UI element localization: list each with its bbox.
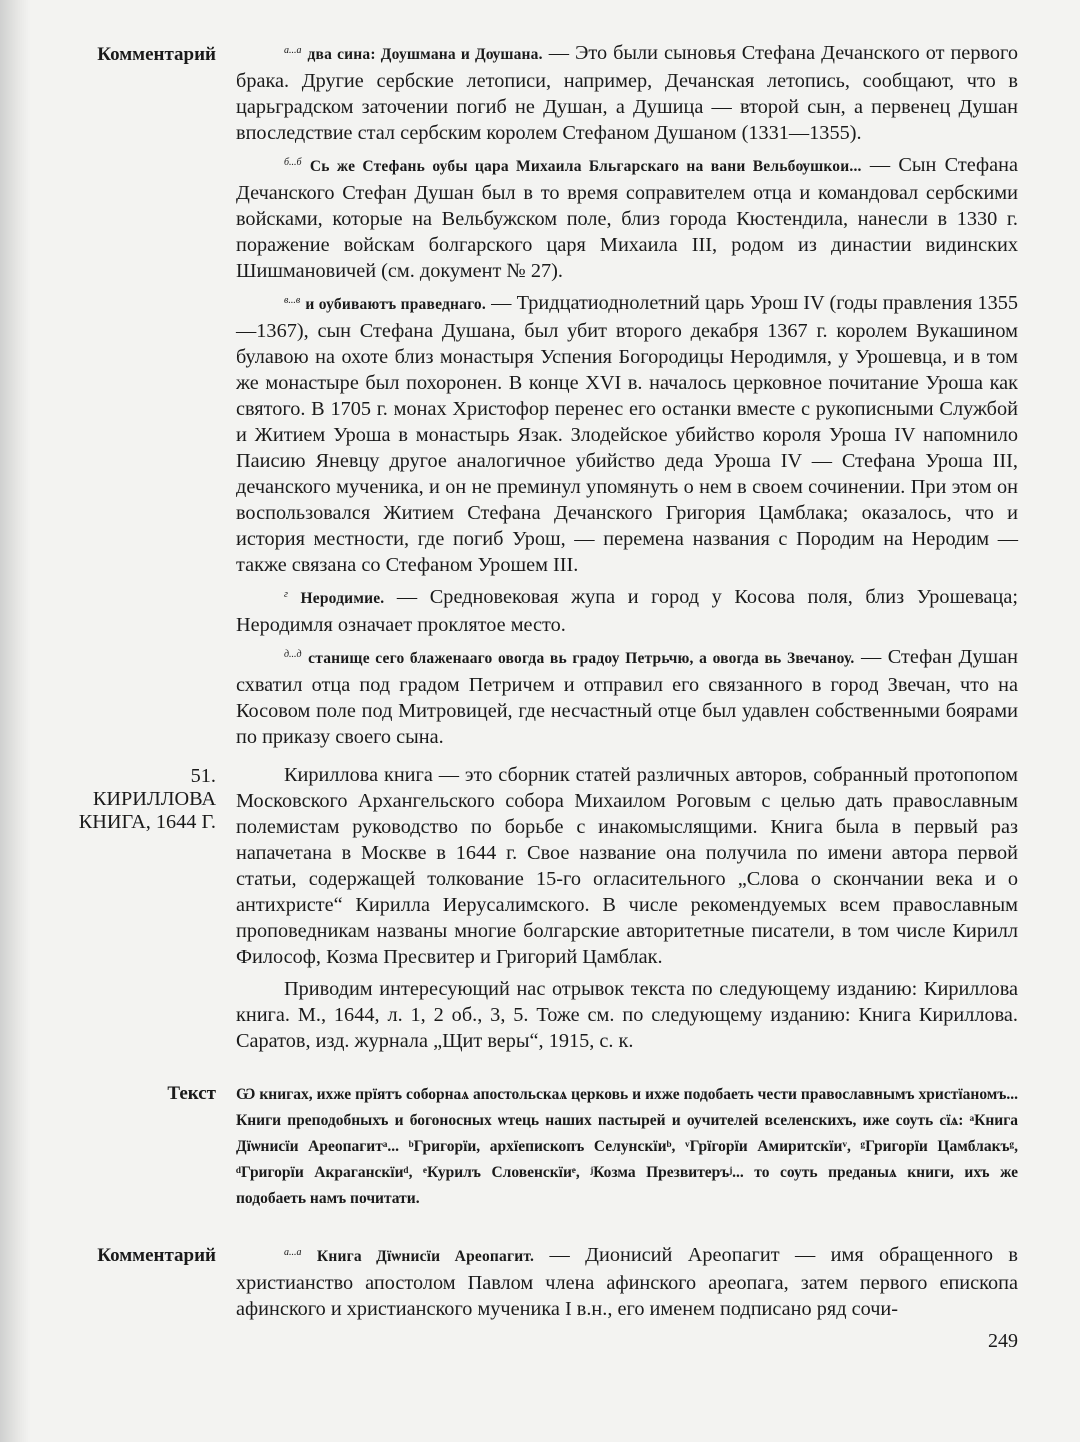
section-heading: [30, 765, 216, 834]
comment-v: $^{в...в}$ и оубиваютъ праведнаго. — Тридцатиоднолетний царь Урош IV (годы правления 1355—1367), сын Стефана Душана, был убит второго декабря 1367 г. королем Вукашином булавою на охоте близ монастыря Успения Богородицы Неродимля, у Урошевца, и в том же монастыре был похоронен. В конце XVI в. началось церковное почитание Уроша как святого. В 1705 г. монах Христофор перенес его останки вместе с рукописными Службой и Житием Уроша в монастырь Язак. Злодейское убийство короля Уроша IV напомнило Паисию Яневцу другое аналогичное убийство деда Уроша IV — Стефана Уроша III, дечанского мученика, и он не преминул упомянуть о нем в своем сочинении. При этом он воспользовался Житием Стефана Дечанского Григория Цамблака; оказалось, что и история местности, где погиб Урош, — перемена названия с Породим на Неродим — также связана со Стефаном Урошем III.: [236, 292, 1018, 576]
church-slavonic-text: Ѡ книгах, ихже прїятъ соборнаѧ апостольскаѧ церковь и ихже подобаеть чести православнымъ христїаномъ... Книги преподобныхъ и богоносных ѡтець наших пастырей и оучителей вселенскихъ, иже соуть сїѧ: ᵃКнига Дїѡнисїи Ареопагитᵃ... ᵇГригорїи, архїепископъ Селунскїиᵇ, ᵛГрїгорїи Амиритскїиᵛ, ᵍГригорїи Цамблакъᵍ, ᵈГригорїи Акраганскїиᵈ, ᵉКурилъ Словенскїиᵉ, ʲКозма Презвитеръʲ... то соуть преданыѧ книги, ихъ же подобаеть намъ почитати.: [236, 1086, 1018, 1207]
page-binding-shadow: [0, 0, 30, 1442]
text-label: Текст: [167, 1083, 216, 1104]
section-51-body: [236, 762, 1018, 1054]
section-title-line1: КИРИЛЛОВА: [92, 788, 216, 810]
commentary-label: Комментарий: [97, 44, 216, 65]
comment-d: $^{д...д}$ станище сего блаженааго овогда вь градоу Петрьчю, а овогда вь Звечаноу. — Стефан Душан схватил отца под градом Петричем и отправил его связанного в город Звечан, что на Косовом поле под Митровицей, где несчастный отце был удавлен собственными боярами по приказу своего сына.: [236, 646, 1019, 748]
section-title-line2: КНИГА, 1644 Г.: [78, 811, 216, 833]
comment-g: $^г$ Неродимие. — Средновековая жупа и город у Косова поля, близ Урошеваца; Неродимля означает проклятое место.: [236, 586, 1018, 636]
commentary-block-2: [236, 1242, 1018, 1322]
section-51-para1: Кириллова книга — это сборник статей различных авторов, собранный протопопом Московского Архангельского собора Михаилом Роговым с целью дать православным полемистам руководство по борьбе с инакомыслящими. Книга была в первый раз напачетана в Москве в 1644 г. Свое название она получила по имени автора первой статьи, содержащей толкование 15-го огласительного „Слова о скончании века и о антихристе“ Кирилла Иерусалимского. В числе рекомендуемых всем православным проповедникам названы многие болгарские авторитетные писатели, в том числе Кирилл Философ, Козма Пресвитер и Григорий Цамблак.: [236, 764, 1018, 968]
comment-2-a: $^{а...а}$ Книга Дїѡнисїи Ареопагит. — Дионисий Ареопагит — имя обращенного в христианство апостолом Павлом члена афинского ареопага, затем первого епископа афинского и христианского мученика I в.н., его именем подписано ряд сочи-: [236, 1244, 1018, 1320]
section-51-para2: Приводим интересующий нас отрывок текста по следующему изданию: Кириллова книга. М., 1644, л. 1, 2 об., 3, 5. Тоже см. по следующему изданию: Книга Кириллова. Саратов, изд. журнала „Щит веры“, 1915, с. к.: [236, 978, 1018, 1052]
comment-a: $^{а...а}$ два сина: Доушмана и Дѹшана. — Это были сыновья Стефана Дечанского от первого брака. Другие сербские летописи, например, Дечанская летопись, сообщают, что в царьградском заточении погиб не Душан, а Душица — второй сын, а первенец Душан впоследствие стал сербским королем Стефаном Душаном (1331—1355).: [236, 42, 1018, 144]
comment-b: $^{б...б}$ Сь же Стефань оубы цара Михаила Бльгарскаго на вани Вельбѹшкои... — Сын Стефана Дечанского Стефан Душан был в то время соправителем отца и командовал сербскими войсками, которые на Вельбужском поле, близ города Кюстендила, нанесли в 1330 г. поражение войскам болгарского царя Михаила III, родом из династии видинских Шишмановичей (см. документ № 27).: [236, 154, 1018, 282]
page-number: 249: [988, 1330, 1018, 1352]
commentary-label-2: Комментарий: [97, 1245, 216, 1266]
commentary-block: [236, 40, 1018, 750]
section-number: 51.: [190, 765, 216, 787]
